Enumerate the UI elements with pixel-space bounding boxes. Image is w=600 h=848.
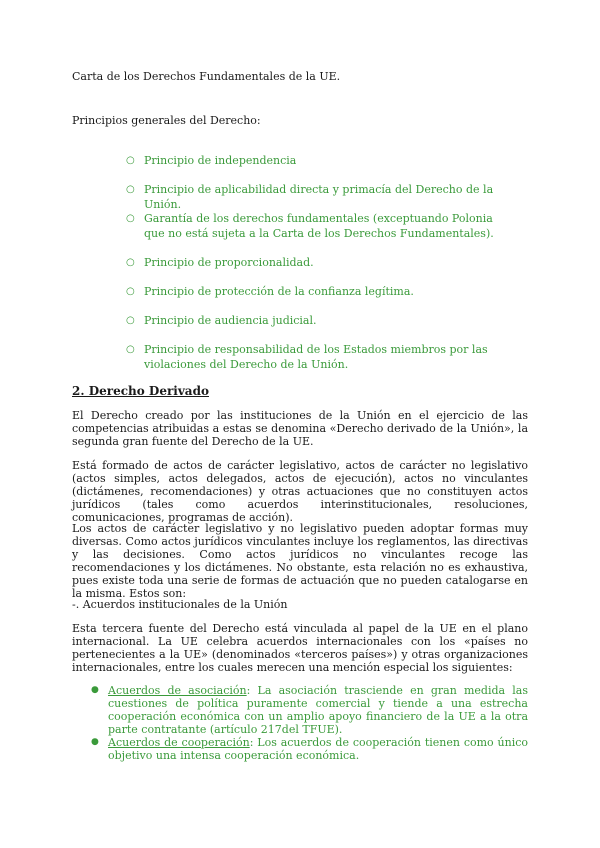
disc-bullet: ● [91, 685, 99, 695]
circle-bullet: ○ [126, 286, 135, 297]
subheading: -. Acuerdos institucionales de la Unión [72, 598, 288, 611]
agreement-text: : Los acuerdos de cooperación tienen como único objetivo una intensa cooperación económica. [108, 736, 528, 762]
circle-bullet: ○ [126, 155, 135, 166]
paragraph-2: Está formado de actos de carácter legislativo, actos de carácter no legislativo (actos simples, actos delegados, actos de ejecución), actos no vinculantes (dictámenes, recomendaciones) y otras actuaciones que no constituyen actos jurídicos (tales como acuerdos interinstitucionales, resoluciones, comunicaciones, programas de acción). [72, 459, 528, 524]
agreement-term[interactable]: Acuerdos de asociación [108, 684, 247, 697]
principle-item: Principio de responsabilidad de los Estados miembros por las violaciones del Derecho de la Unión. [144, 343, 488, 371]
circle-bullet: ○ [126, 184, 135, 195]
principle-item: Principio de proporcionalidad. [144, 256, 314, 269]
paragraph-1: El Derecho creado por las instituciones de la Unión en el ejercicio de las competencias atribuidas a estas se denomina «Derecho derivado de la Unión», la segunda gran fuente del Derecho de la UE. [72, 409, 528, 448]
circle-bullet: ○ [126, 213, 135, 224]
circle-bullet: ○ [126, 257, 135, 268]
charter-line: Carta de los Derechos Fundamentales de la UE. [72, 70, 341, 83]
principle-item: Garantía de los derechos fundamentales (exceptuando Polonia que no está sujeta a la Carta de los Derechos Fundamentales). [144, 212, 494, 240]
principle-item: Principio de independencia [144, 154, 297, 167]
principles-heading: Principios generales del Derecho: [72, 114, 261, 127]
agreement-item [108, 736, 528, 762]
principle-item: Principio de protección de la confianza legítima. [144, 285, 414, 298]
principle-item: Principio de aplicabilidad directa y primacía del Derecho de la Unión. [144, 183, 494, 211]
paragraph-4: Esta tercera fuente del Derecho está vinculada al papel de la UE en el plano internacional. La UE celebra acuerdos internacionales con los «países no pertenecientes a la UE» (denominados «terceros países») y otras organizaciones internacionales, entre los cuales merecen una mención especial los siguientes: [72, 622, 528, 674]
paragraph-3: Los actos de carácter legislativo y no legislativo pueden adoptar formas muy diversas. Como actos jurídicos vinculantes incluye los reglamentos, las directivas y las decisiones. Como actos jurídicos no vinculantes recoge las recomendaciones y los dictámenes. No obstante, esta relación no es exhaustiva, pues existe toda una serie de formas de actuación que no pueden catalogarse en la misma. Estos son: [72, 522, 528, 600]
disc-bullet: ● [91, 737, 99, 747]
agreement-text: : La asociación trasciende en gran medida las cuestiones de política puramente comercial y tiende a una estrecha cooperación económica con un amplio apoyo financiero de la UE a la otra parte contratante (artículo 217del TFUE). [108, 684, 528, 736]
section-heading: 2. Derecho Derivado [72, 384, 209, 398]
agreement-term[interactable]: Acuerdos de cooperación [108, 736, 250, 749]
agreement-item [108, 684, 528, 736]
circle-bullet: ○ [126, 344, 135, 355]
circle-bullet: ○ [126, 315, 135, 326]
principle-item: Principio de audiencia judicial. [144, 314, 317, 327]
